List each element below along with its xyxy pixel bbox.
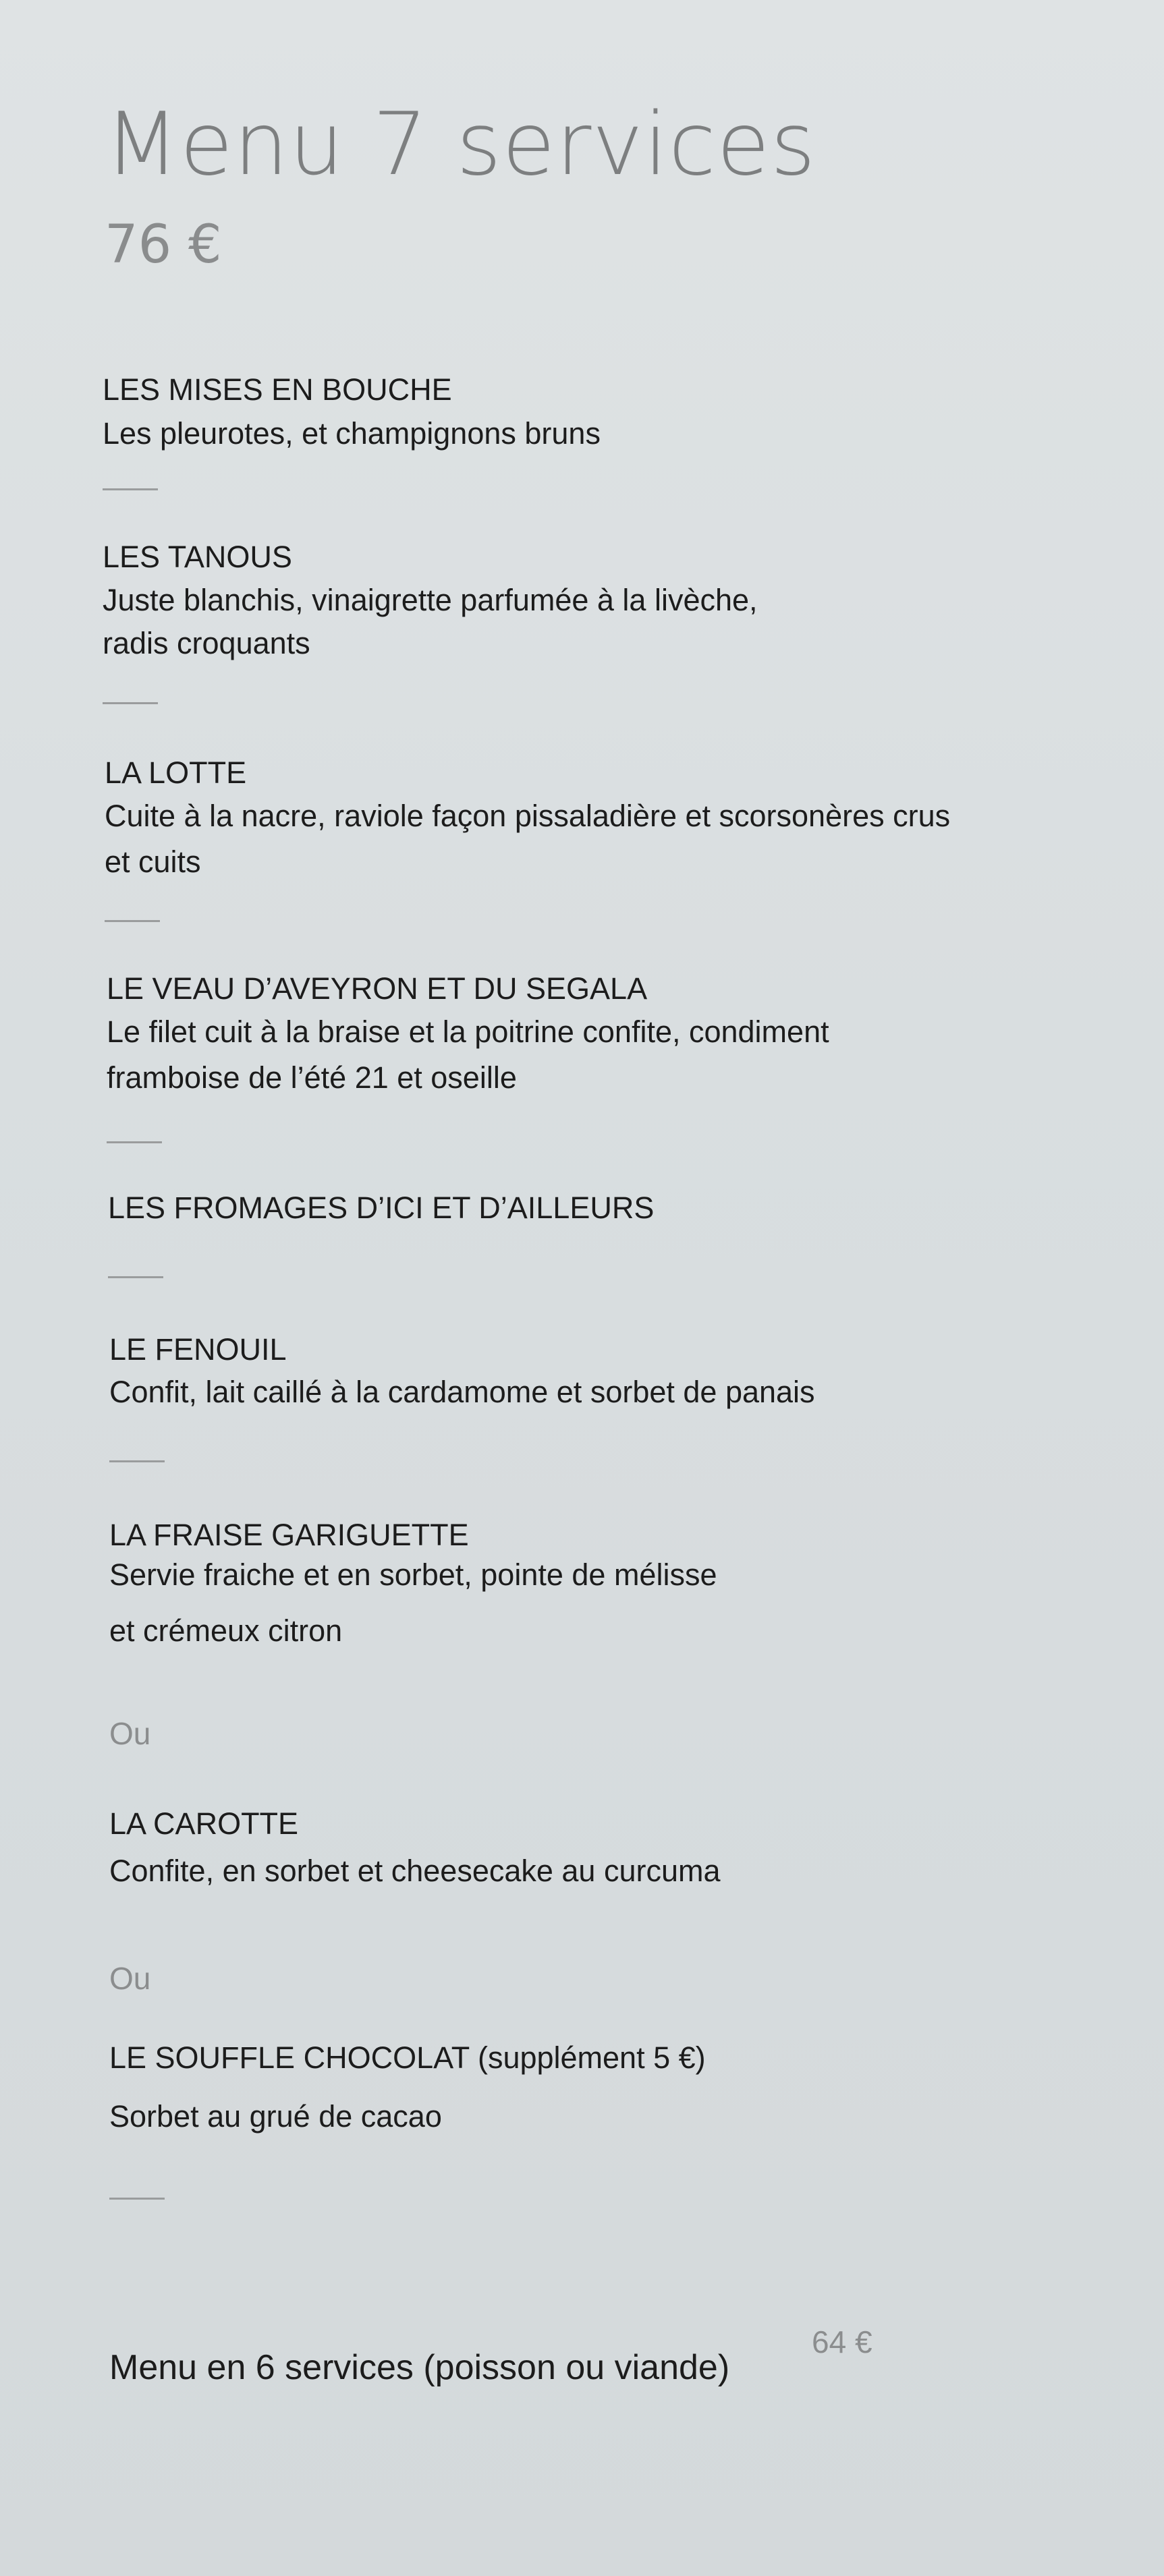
course-desc-veau-line2: framboise de l’été 21 et oseille (107, 1060, 517, 1095)
course-name-fraise: LA FRAISE GARIGUETTE (109, 1518, 469, 1552)
menu-title: Menu 7 services (105, 94, 816, 195)
course-name-fenouil: LE FENOUIL (109, 1332, 287, 1367)
course-name-veau: LE VEAU D’AVEYRON ET DU SEGALA (107, 971, 648, 1006)
course-separator (103, 488, 158, 490)
menu-price: 76 € (105, 214, 222, 275)
course-desc-fenouil: Confit, lait caillé à la cardamome et sorbet de panais (109, 1375, 815, 1409)
course-desc-tanous-line1: Juste blanchis, vinaigrette parfumée à la livèche, (103, 583, 758, 617)
course-name-lotte: LA LOTTE (105, 755, 247, 790)
course-name-tanous: LES TANOUS (103, 540, 292, 574)
or-label: Ou (109, 1716, 151, 1751)
course-name-carotte: LA CAROTTE (109, 1806, 299, 1841)
course-desc-fraise-line2: et crémeux citron (109, 1613, 343, 1648)
alternative-menu-label: Menu en 6 services (poisson ou viande) (109, 2348, 730, 2387)
course-desc-souffle: Sorbet au grué de cacao (109, 2099, 442, 2134)
course-desc-mises-en-bouche: Les pleurotes, et champignons bruns (103, 416, 601, 451)
course-separator (109, 1460, 165, 1462)
course-separator (105, 920, 160, 922)
course-separator (109, 2198, 165, 2200)
course-desc-lotte-line1: Cuite à la nacre, raviole façon pissaladière et scorsonères crus (105, 799, 951, 833)
course-name-souffle: LE SOUFFLE CHOCOLAT (supplément 5 €) (109, 2040, 706, 2075)
alternative-menu-price: 64 € (812, 2324, 872, 2359)
course-desc-veau-line1: Le filet cuit à la braise et la poitrine confite, condiment (107, 1014, 829, 1049)
course-name-fromages: LES FROMAGES D’ICI ET D’AILLEURS (108, 1191, 655, 1225)
course-name-mises-en-bouche: LES MISES EN BOUCHE (103, 372, 452, 407)
course-desc-tanous-line2: radis croquants (103, 626, 310, 660)
course-desc-fraise-line1: Servie fraiche et en sorbet, pointe de mélisse (109, 1557, 717, 1592)
course-separator (103, 702, 158, 704)
course-separator (107, 1141, 162, 1143)
course-desc-lotte-line2: et cuits (105, 845, 201, 879)
course-desc-carotte: Confite, en sorbet et cheesecake au curcuma (109, 1854, 721, 1888)
course-separator (108, 1276, 163, 1278)
or-label: Ou (109, 1961, 151, 1996)
